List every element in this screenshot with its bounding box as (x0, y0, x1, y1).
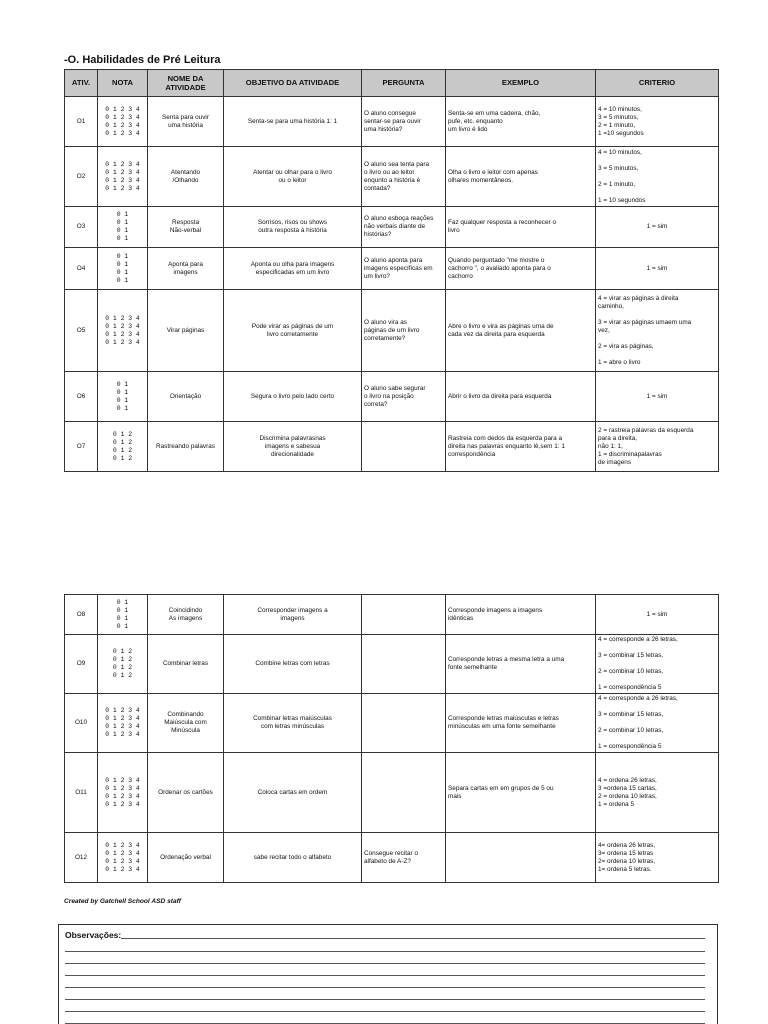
observation-line[interactable] (65, 964, 705, 976)
cell-nota: 0 1 0 1 0 1 0 1 (98, 595, 148, 635)
observation-line[interactable] (65, 952, 705, 964)
cell-nome: Senta para ouvir uma história (148, 97, 224, 147)
credit-note: Created by Gatchell School ASD staff (64, 898, 181, 905)
cell-pergunta (362, 694, 446, 753)
cell-nota: 0 1 2 3 4 0 1 2 3 4 0 1 2 3 4 0 1 2 3 4 (98, 147, 148, 207)
cell-nome: Rastreando palavras (148, 422, 224, 472)
table-row (65, 207, 719, 248)
cell-nota: 0 1 2 3 4 0 1 2 3 4 0 1 2 3 4 0 1 2 3 4 (98, 694, 148, 753)
cell-nome: Combinando Maiúscula com Minúscula (148, 694, 224, 753)
cell-ativ: O5 (65, 290, 98, 372)
table-row (65, 248, 719, 290)
cell-nota: 0 1 0 1 0 1 0 1 (98, 248, 148, 290)
header-exemplo: EXEMPLO (446, 70, 596, 97)
header-objetivo: OBJETIVO DA ATIVIDADE (224, 70, 362, 97)
cell-criterio: 1 = sim (596, 248, 719, 290)
cell-exemplo: Quando perguntado "me mostre o cachorro ", o avaliado aponta para o cachorro (446, 248, 596, 290)
cell-nome: Resposta Não-verbal (148, 207, 224, 248)
cell-ativ: O6 (65, 372, 98, 422)
cell-criterio: 4 = virar as páginas à direita caminho, 3 = virar as páginas umaem uma vez, 2 = vira as páginas, 1 = abre o livro (596, 290, 719, 372)
skills-table-part-2 (64, 594, 719, 883)
cell-nota: 0 1 2 3 4 0 1 2 3 4 0 1 2 3 4 0 1 2 3 4 (98, 290, 148, 372)
cell-nota: 0 1 0 1 0 1 0 1 (98, 372, 148, 422)
cell-objetivo: Aponta ou olha para imagens especificadas em um livro (224, 248, 362, 290)
cell-ativ: O8 (65, 595, 98, 635)
cell-objetivo: Sorrisos, risos ou shows outra resposta à história (224, 207, 362, 248)
observations-label: Observações: (65, 930, 122, 940)
header-pergunta: PERGUNTA (362, 70, 446, 97)
observation-line[interactable] (65, 1012, 705, 1024)
cell-objetivo: Corresponder imagens a imagens (224, 595, 362, 635)
table-row (65, 372, 719, 422)
cell-nome: Combinar letras (148, 635, 224, 694)
cell-pergunta: Consegue recitar o alfabeto de A-Z? (362, 833, 446, 883)
cell-pergunta: O aluno aponta para imagens específicas em um livro? (362, 248, 446, 290)
cell-ativ: O11 (65, 753, 98, 833)
observation-line[interactable] (65, 988, 705, 1000)
table-row (65, 753, 719, 833)
cell-criterio: 1 = sim (596, 207, 719, 248)
table-row (65, 290, 719, 372)
table-row (65, 694, 719, 753)
cell-pergunta: O aluno consegue sentar-se para ouvir uma história? (362, 97, 446, 147)
cell-pergunta (362, 753, 446, 833)
observation-line[interactable] (65, 976, 705, 988)
cell-ativ: O4 (65, 248, 98, 290)
table-row (65, 595, 719, 635)
cell-pergunta (362, 635, 446, 694)
cell-nome: Atentando /Olhando (148, 147, 224, 207)
cell-pergunta (362, 595, 446, 635)
cell-exemplo: Corresponde letras maiúsculas e letras minúsculas em uma fonte semelhante (446, 694, 596, 753)
cell-exemplo: Senta-se em uma cadeira, chão, pufe, etc. enquanto um livro é lido (446, 97, 596, 147)
table-row (65, 97, 719, 147)
cell-criterio: 4 = ordena 26 letras, 3 =ordena 15 cartas, 2 = ordena 10 letras, 1 = ordena 5 (596, 753, 719, 833)
cell-criterio: 4 = 10 minutos, 3 = 5 minutos, 2 = 1 minuto, 1 = 10 segundos (596, 147, 719, 207)
cell-nota: 0 1 2 0 1 2 0 1 2 0 1 2 (98, 635, 148, 694)
cell-nome: Ordenação verbal (148, 833, 224, 883)
cell-criterio: 2 = rastreia palavras da esquerda para a direita, não 1: 1, 1 = discriminapalavras de imagens (596, 422, 719, 472)
cell-nota: 0 1 0 1 0 1 0 1 (98, 207, 148, 248)
cell-criterio: 1 = sim (596, 372, 719, 422)
cell-nome: Orientação (148, 372, 224, 422)
cell-ativ: O7 (65, 422, 98, 472)
cell-nome: Coincidindo As imagens (148, 595, 224, 635)
table-row (65, 422, 719, 472)
page-title: -O. Habilidades de Pré Leitura (64, 54, 221, 66)
cell-ativ: O3 (65, 207, 98, 248)
cell-exemplo: Corresponde imagens a imagens idênticas (446, 595, 596, 635)
header-criterio: CRITERIO (596, 70, 719, 97)
cell-nota: 0 1 2 3 4 0 1 2 3 4 0 1 2 3 4 0 1 2 3 4 (98, 753, 148, 833)
table-row (65, 635, 719, 694)
cell-nota: 0 1 2 3 4 0 1 2 3 4 0 1 2 3 4 0 1 2 3 4 (98, 97, 148, 147)
header-nome: NOME DA ATIVIDADE (148, 70, 224, 97)
cell-pergunta: O aluno esboça reações não verbais diante de histórias? (362, 207, 446, 248)
cell-criterio: 1 = sim (596, 595, 719, 635)
cell-nome: Ordenar os cartões (148, 753, 224, 833)
cell-ativ: O10 (65, 694, 98, 753)
cell-ativ: O2 (65, 147, 98, 207)
observations-box (58, 924, 718, 1024)
cell-criterio: 4 = 10 minutos, 3 = 5 minutos, 2 = 1 minuto, 1 =10 segundos (596, 97, 719, 147)
cell-objetivo: Coloca cartas em ordem (224, 753, 362, 833)
cell-objetivo: Combinar letras maiúsculas com letras minúsculas (224, 694, 362, 753)
cell-exemplo: Abrir o livro da direita para esquerda (446, 372, 596, 422)
cell-objetivo: Senta-se para uma história 1: 1 (224, 97, 362, 147)
cell-objetivo: Atentar ou olhar para o livro ou o leitor (224, 147, 362, 207)
cell-nota: 0 1 2 3 4 0 1 2 3 4 0 1 2 3 4 0 1 2 3 4 (98, 833, 148, 883)
cell-nome: Aponta para imagens (148, 248, 224, 290)
cell-exemplo: Rastreia com dedos da esquerda para a direita nas palavras enquanto lê,sem 1: 1 correspondência (446, 422, 596, 472)
cell-pergunta: O aluno sabe segurar o livro na posição correta? (362, 372, 446, 422)
table-row (65, 833, 719, 883)
observation-line[interactable] (121, 938, 705, 939)
observation-line[interactable] (65, 940, 705, 952)
cell-exemplo: Corresponde letras a mesma letra a uma fonte semelhante (446, 635, 596, 694)
cell-exemplo (446, 833, 596, 883)
cell-pergunta: O aluno sea tenta para o livro ou ao leitor enqunto a história é contada? (362, 147, 446, 207)
cell-objetivo: Combine letras com letras (224, 635, 362, 694)
cell-exemplo: Faz qualquer resposta a reconhecer o livro (446, 207, 596, 248)
table-header-row (65, 70, 719, 97)
cell-pergunta (362, 422, 446, 472)
cell-objetivo: Segura o livro pelo lado certo (224, 372, 362, 422)
cell-objetivo: Pode virar as páginas de um livro corretamente (224, 290, 362, 372)
table-row (65, 147, 719, 207)
cell-ativ: O1 (65, 97, 98, 147)
cell-exemplo: Separa cartas em em grupos de 5 ou mais (446, 753, 596, 833)
header-nota: NOTA (98, 70, 148, 97)
cell-exemplo: Olha o livro e leitor com apenas olhares momentâneos. (446, 147, 596, 207)
cell-objetivo: Discrimina palavrasnas imagens e sabesua direcionalidade (224, 422, 362, 472)
cell-criterio: 4= ordena 26 letras, 3= ordena 15 letras 2= ordena 10 letras, 1= ordena 5 letras. (596, 833, 719, 883)
skills-table-part-1 (64, 69, 719, 472)
observation-line[interactable] (65, 1000, 705, 1012)
cell-nome: Virar páginas (148, 290, 224, 372)
cell-pergunta: O aluno vira as páginas de um livro corretamente? (362, 290, 446, 372)
cell-ativ: O12 (65, 833, 98, 883)
cell-nota: 0 1 2 0 1 2 0 1 2 0 1 2 (98, 422, 148, 472)
header-ativ: ATIV. (65, 70, 98, 97)
cell-ativ: O9 (65, 635, 98, 694)
cell-criterio: 4 = corresponde a 26 letras, 3 = combinar 15 letras, 2 = combinar 10 letras, 1 = correspondência 5 (596, 694, 719, 753)
cell-objetivo: sabe recitar todo o alfabeto (224, 833, 362, 883)
cell-exemplo: Abre o livro e vira as páginas uma de cada vez da direita para esquerda (446, 290, 596, 372)
cell-criterio: 4 = corresponde a 26 letras, 3 = combinar 15 letras, 2 = combinar 10 letras, 1 = correspondência 5 (596, 635, 719, 694)
